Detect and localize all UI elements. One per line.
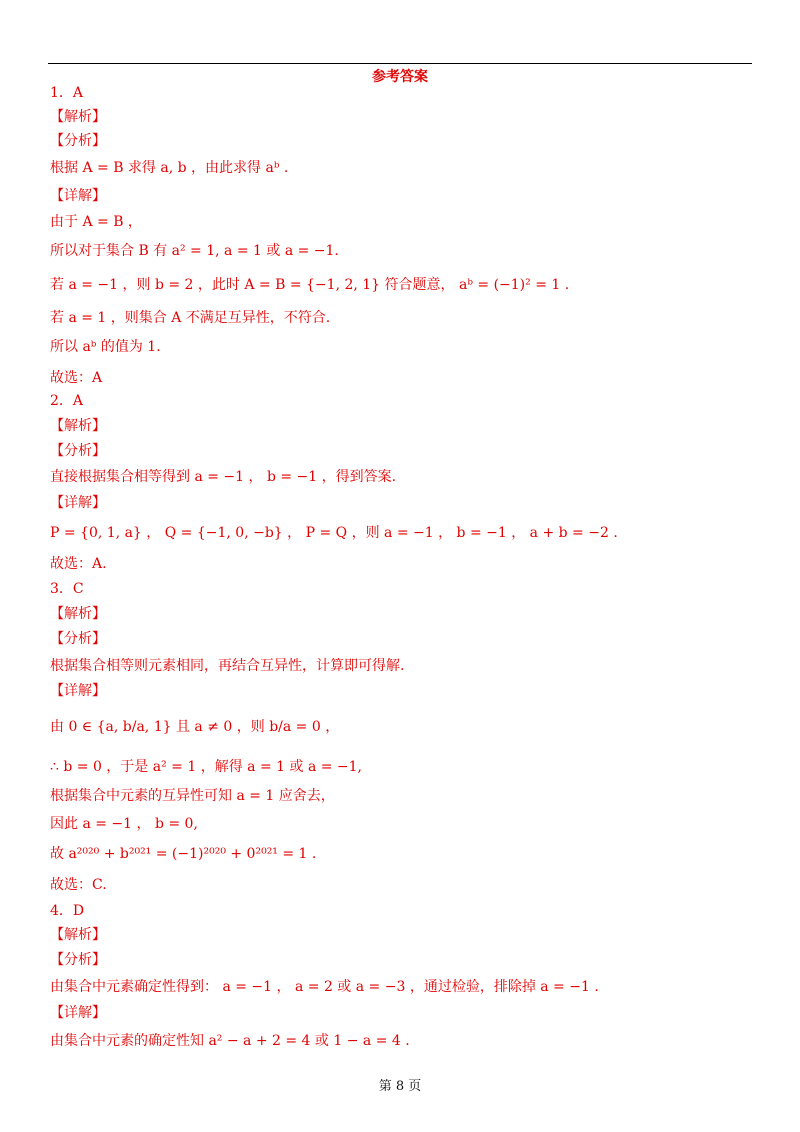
text-line: 根据 A = B 求得 a, b ，由此求得 aᵇ . (50, 160, 289, 176)
text-line: 故 a²⁰²⁰ + b²⁰²¹ = (−1)²⁰²⁰ + 0²⁰²¹ = 1 . (50, 846, 317, 862)
section-jiexi: 【解析】 (50, 606, 106, 622)
page-number: 第 8 页 (378, 1079, 422, 1094)
header-rule (48, 63, 752, 64)
text-line: 由集合中元素确定性得到： a = −1 ， a = 2 或 a = −3 ，通过检验，排除掉 a = −1 . (50, 979, 599, 995)
section-fenxi: 【分析】 (50, 443, 106, 459)
section-xiangjie: 【详解】 (50, 495, 106, 511)
text-line: 由集合中元素的确定性知 a² − a + 2 = 4 或 1 − a = 4 . (50, 1033, 410, 1049)
section-xiangjie: 【详解】 (50, 188, 106, 204)
section-jiexi: 【解析】 (50, 418, 106, 434)
text-line: P = {0, 1, a} ， Q = {−1, 0, −b} ， P = Q ，则 a = −1 ， b = −1 ， a + b = −2 . (50, 525, 618, 541)
text-line: 故选：A. (50, 556, 107, 572)
text-line: 根据集合相等则元素相同，再结合互异性，计算即可得解. (50, 658, 405, 674)
text-line: 因此 a = −1 ， b = 0, (50, 816, 198, 832)
section-fenxi: 【分析】 (50, 631, 106, 647)
text-line: ∴ b = 0 ，于是 a² = 1 ，解得 a = 1 或 a = −1, (50, 759, 363, 775)
answer-2-heading: 2．A (50, 393, 84, 409)
text-line: 若 a = 1 ，则集合 A 不满足互异性，不符合. (50, 310, 331, 326)
answer-4-heading: 4．D (50, 903, 85, 919)
section-jiexi: 【解析】 (50, 927, 106, 943)
section-xiangjie: 【详解】 (50, 683, 106, 699)
text-line: 由 0 ∈ {a, b/a, 1} 且 a ≠ 0 ，则 b/a = 0 ， (50, 719, 340, 735)
answer-3-heading: 3．C (50, 581, 84, 597)
text-line: 若 a = −1 ，则 b = 2 ，此时 A = B = {−1, 2, 1} 符合题意， aᵇ = (−1)² = 1 . (50, 277, 570, 293)
text-line: 所以 aᵇ 的值为 1. (50, 339, 161, 355)
text-line: 根据集合中元素的互异性可知 a = 1 应舍去， (50, 788, 335, 804)
section-jiexi: 【解析】 (50, 109, 106, 125)
section-fenxi: 【分析】 (50, 133, 106, 149)
text-line: 故选：A (50, 370, 103, 386)
text-line: 故选：C. (50, 877, 107, 893)
text-line: 直接根据集合相等得到 a = −1 ， b = −1 ，得到答案. (50, 469, 397, 485)
page-title: 参考答案 (372, 69, 428, 85)
section-fenxi: 【分析】 (50, 952, 106, 968)
section-xiangjie: 【详解】 (50, 1005, 106, 1021)
text-line: 由于 A = B ， (50, 214, 142, 230)
text-line: 所以对于集合 B 有 a² = 1, a = 1 或 a = −1. (50, 243, 339, 259)
answer-1-heading: 1．A (50, 85, 84, 101)
